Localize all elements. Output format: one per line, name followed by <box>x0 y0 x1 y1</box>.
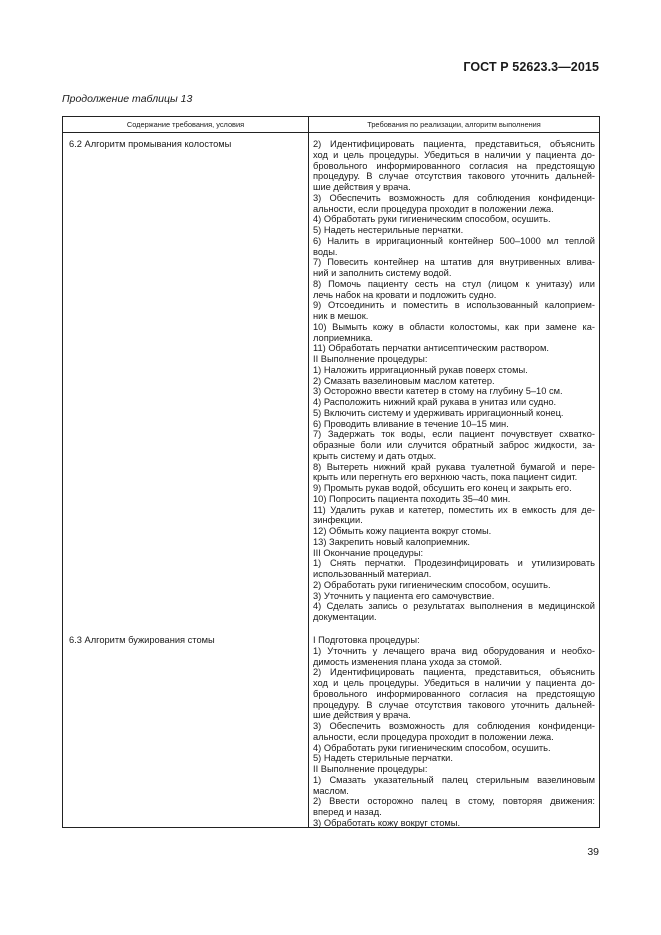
algorithm-line: 2) Ввести осторожно палец в стому, повторяя движения: <box>313 796 595 807</box>
algorithm-line: 8) Помочь пациенту сесть на стул (лицом к унитазу) или <box>313 278 595 289</box>
algorithm-line: димость изменения плана ухода за стомой. <box>313 656 502 667</box>
requirements-table <box>62 116 600 828</box>
table-header-row <box>63 117 599 133</box>
algorithm-line: ход и цель процедуры. Убедиться в наличии у пациента до- <box>313 678 595 688</box>
algorithm-line: вперед и назад. <box>313 807 382 817</box>
algorithm-line: 11) Обработать перчатки антисептическим раствором. <box>313 343 549 354</box>
algorithm-line: 7) Повесить контейнер на штатив для внутривенных влива- <box>313 257 595 268</box>
algorithm-text <box>313 635 595 829</box>
algorithm-line: бровольного информированного согласия на предстоящую <box>313 688 595 699</box>
algorithm-line: 11) Удалить рукав и катетер, поместить их в емкость для де- <box>313 504 595 515</box>
algorithm-line: 9) Отсоединить и поместить в использованный калоприем- <box>313 300 595 311</box>
algorithm-line: 8) Вытереть нижний край рукава туалетной бумагой и пере- <box>313 461 595 472</box>
algorithm-line: I Подготовка процедуры: <box>313 635 420 645</box>
column-divider <box>308 117 309 827</box>
algorithm-line: 5) Надеть нестерильные перчатки. <box>313 225 464 235</box>
algorithm-text <box>313 139 595 623</box>
algorithm-line: 10) Попросить пациента походить 35–40 мин. <box>313 493 511 504</box>
algorithm-line: 1) Уточнить у лечащего врача вид оборудования и необхо- <box>313 645 595 656</box>
algorithm-line: процедуру. В случае отсутствия такового уточнить дальней- <box>313 699 595 710</box>
algorithm-line: 3) Осторожно ввести катетер в стому на глубину 5–10 см. <box>313 386 563 397</box>
algorithm-line: 4) Сделать запись о результатах выполнения в медицинской <box>313 601 595 612</box>
requirement-title: 6.2 Алгоритм промывания колостомы <box>69 139 232 149</box>
column-header-algorithm: Требования по реализации, алгоритм выполнения <box>367 120 541 129</box>
algorithm-line: 5) Надеть стерильные перчатки. <box>313 753 453 764</box>
algorithm-line: 2) Смазать вазелиновым маслом катетер. <box>313 375 495 386</box>
algorithm-line: 12) Обмыть кожу пациента вокруг стомы. <box>313 526 492 536</box>
column-header-requirement: Содержание требования, условия <box>126 120 245 129</box>
algorithm-line: документации. <box>313 612 377 622</box>
document-code: ГОСТ Р 52623.3—2015 <box>463 60 599 74</box>
algorithm-line: 3) Уточнить у пациента его самочувствие. <box>313 590 495 601</box>
algorithm-line: лоприемника. <box>313 332 374 343</box>
algorithm-line: 6) Налить в ирригационный контейнер 500–1000 мл теплой <box>313 235 595 246</box>
algorithm-line: процедуру. В случае отсутствия такового уточнить дальней- <box>313 171 595 182</box>
algorithm-line: альности, если процедура проходит в положении лежа. <box>313 203 554 214</box>
algorithm-line: ход и цель процедуры. Убедиться в наличии у пациента до- <box>313 149 595 160</box>
table-continuation-label: Продолжение таблицы 13 <box>62 93 193 105</box>
algorithm-line: 1) Смазать указательный палец стерильным вазелиновым <box>313 774 595 785</box>
algorithm-line: 3) Обеспечить возможность для соблюдения конфиденци- <box>313 721 595 731</box>
algorithm-line: крыть или перегнуть его верхнюю часть, пока пациент сидит. <box>313 472 578 483</box>
algorithm-line: образные боли или случится обратный заброс жидкости, за- <box>313 440 595 450</box>
algorithm-line: 5) Включить систему и удерживать ирригационный конец. <box>313 407 564 418</box>
algorithm-line: 3) Обработать кожу вокруг стомы. <box>313 817 461 828</box>
algorithm-line: 4) Расположить нижний край рукава в унитаз или судно. <box>313 397 557 407</box>
algorithm-line: 2) Обработать руки гигиеническим способом, осушить. <box>313 579 551 590</box>
algorithm-line: 2) Идентифицировать пациента, представиться, объяснить <box>313 667 595 678</box>
algorithm-line: альности, если процедура проходит в положении лежа. <box>313 731 554 742</box>
requirement-title: 6.3 Алгоритм бужирования стомы <box>69 635 215 645</box>
algorithm-line: зинфекции. <box>313 515 363 526</box>
algorithm-line: 1) Наложить ирригационный рукав поверх стомы. <box>313 364 528 375</box>
algorithm-line: 13) Закрепить новый калоприемник. <box>313 536 470 547</box>
algorithm-line: 1) Снять перчатки. Продезинфицировать и утилизировать <box>313 558 595 569</box>
algorithm-line: 4) Обработать руки гигиеническим способом, осушить. <box>313 742 551 753</box>
algorithm-line: III Окончание процедуры: <box>313 547 424 558</box>
algorithm-line: лечь набок на кровати и подложить судно. <box>313 289 497 300</box>
algorithm-line: 7) Задержать ток воды, если пациент почувствует схватко- <box>313 429 595 440</box>
algorithm-line: 10) Вымыть кожу в области колостомы, как при замене ка- <box>313 321 595 332</box>
algorithm-line: крыть систему и дать отдых. <box>313 450 437 461</box>
page-number: 39 <box>587 846 599 858</box>
algorithm-line: бровольного информированного согласия на предстоящую <box>313 160 595 171</box>
algorithm-line: использованный материал. <box>313 569 432 579</box>
algorithm-line: маслом. <box>313 785 349 796</box>
algorithm-line: II Выполнение процедуры: <box>313 354 428 364</box>
algorithm-line: 4) Обработать руки гигиеническим способом, осушить. <box>313 214 551 225</box>
algorithm-line: II Выполнение процедуры: <box>313 764 428 774</box>
algorithm-line: ник в мешок. <box>313 311 369 321</box>
algorithm-line: 9) Промыть рукав водой, обсушить его конец и закрыть его. <box>313 483 572 493</box>
algorithm-line: воды. <box>313 246 338 257</box>
algorithm-line: 3) Обеспечить возможность для соблюдения конфиденци- <box>313 192 595 203</box>
algorithm-line: ний и заполнить систему водой. <box>313 268 452 278</box>
algorithm-line: 2) Идентифицировать пациента, представиться, объяснить <box>313 139 595 149</box>
algorithm-line: шие действия у врача. <box>313 182 411 192</box>
algorithm-line: шие действия у врача. <box>313 710 411 721</box>
algorithm-line: 6) Проводить вливание в течение 10–15 мин. <box>313 418 509 429</box>
